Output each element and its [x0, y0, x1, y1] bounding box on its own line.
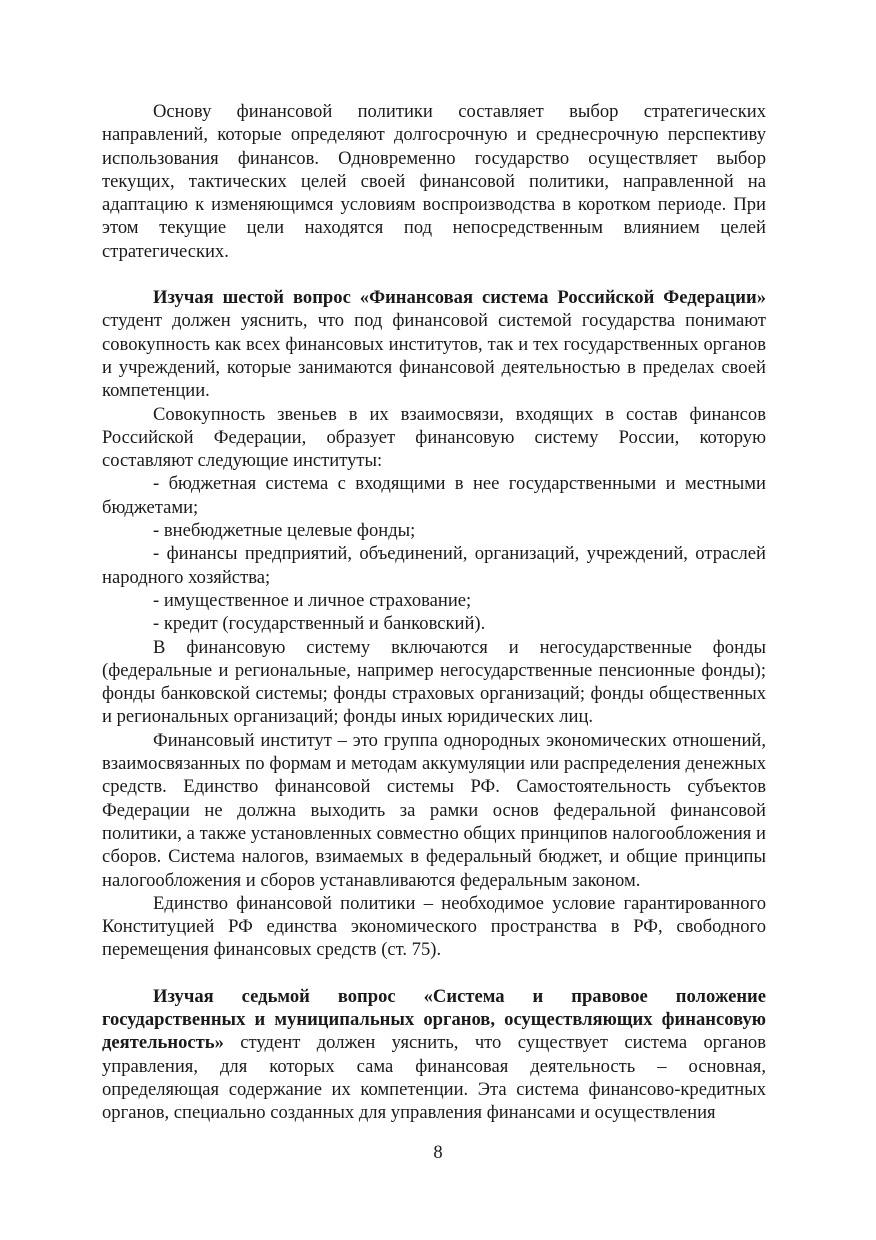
paragraph-seventh-question-text: студент должен уяснить, что существует система органов управления, для которых сама финансовая деятельность – основная, определяющая содержание их компетенции. Эта система финансово-кредитных органов, специально созданных для управления финансами и осуществления	[102, 1032, 766, 1124]
list-item-budget-system: - бюджетная система с входящими в нее государственными и местными бюджетами;	[102, 473, 766, 518]
question-heading-seventh: Изучая седьмой вопрос «Система и правовое положение государственных и муниципальных органов, осуществляющих финансовую деятельность»	[102, 985, 766, 1054]
paragraph-strategic-directions: Основу финансовой политики составляет выбор стратегических направлений, которые определяют долгосрочную и среднесрочную перспективу использования финансов. Одновременно государство осуществляет выбор текущих, тактических целей своей финансовой политики, направленной на адаптацию к изменяющимся условиям воспроизводства в коротком периоде. При этом текущие цели находятся под непосредственным влиянием целей стратегических.	[102, 101, 766, 262]
paragraph-financial-institute: Финансовый институт – это группа однородных экономических отношений, взаимосвязанных по формам и методам аккумуляции или распределения денежных средств. Единство финансовой системы РФ. Самостоятельность субъектов Федерации не должна выходить за рамки основ федеральной финансовой политики, а также установленных совместно общих принципов налогообложения и сборов. Система налогов, взимаемых в федеральный бюджет, и общие принципы налогообложения и сборов устанавливаются федеральным законом.	[102, 729, 766, 891]
document-body	[102, 100, 766, 1124]
question-heading-sixth: Изучая шестой вопрос «Финансовая система Российской Федерации»	[153, 287, 766, 309]
paragraph-financial-system-composition: Совокупность звеньев в их взаимосвязи, входящих в состав финансов Российской Федерации, образует финансовую систему России, которую составляют следующие институты:	[102, 403, 766, 472]
section-gap	[102, 962, 766, 985]
section-gap	[102, 263, 766, 286]
list-item-extrabudgetary-funds: - внебюджетные целевые фонды;	[153, 520, 416, 542]
paragraph-seventh-question	[102, 985, 766, 1125]
paragraph-unity-of-policy: Единство финансовой политики – необходимое условие гарантированного Конституцией РФ единства экономического пространства в РФ, свободного перемещения финансовых средств (ст. 75).	[102, 892, 766, 961]
paragraph-sixth-question	[102, 286, 766, 402]
list-item-enterprise-finance: - финансы предприятий, объединений, организаций, учреждений, отраслей народного хозяйства;	[102, 543, 766, 588]
list-item-insurance: - имущественное и личное страхование;	[153, 589, 472, 611]
list-item-credit: - кредит (государственный и банковский).	[153, 613, 486, 635]
paragraph-non-state-funds: В финансовую систему включаются и негосударственные фонды (федеральные и региональные, например негосударственные пенсионные фонды); фонды банковской системы; фонды страховых организаций; фонды общественных и региональных организаций; фонды иных юридических лиц.	[102, 636, 766, 728]
paragraph-sixth-question-text: студент должен уяснить, что под финансовой системой государства понимают совокупность как всех финансовых институтов, так и тех государственных органов и учреждений, которые занимаются финансовой деятельностью в пределах своей компетенции.	[102, 310, 766, 402]
page-number: 8	[433, 1142, 443, 1163]
